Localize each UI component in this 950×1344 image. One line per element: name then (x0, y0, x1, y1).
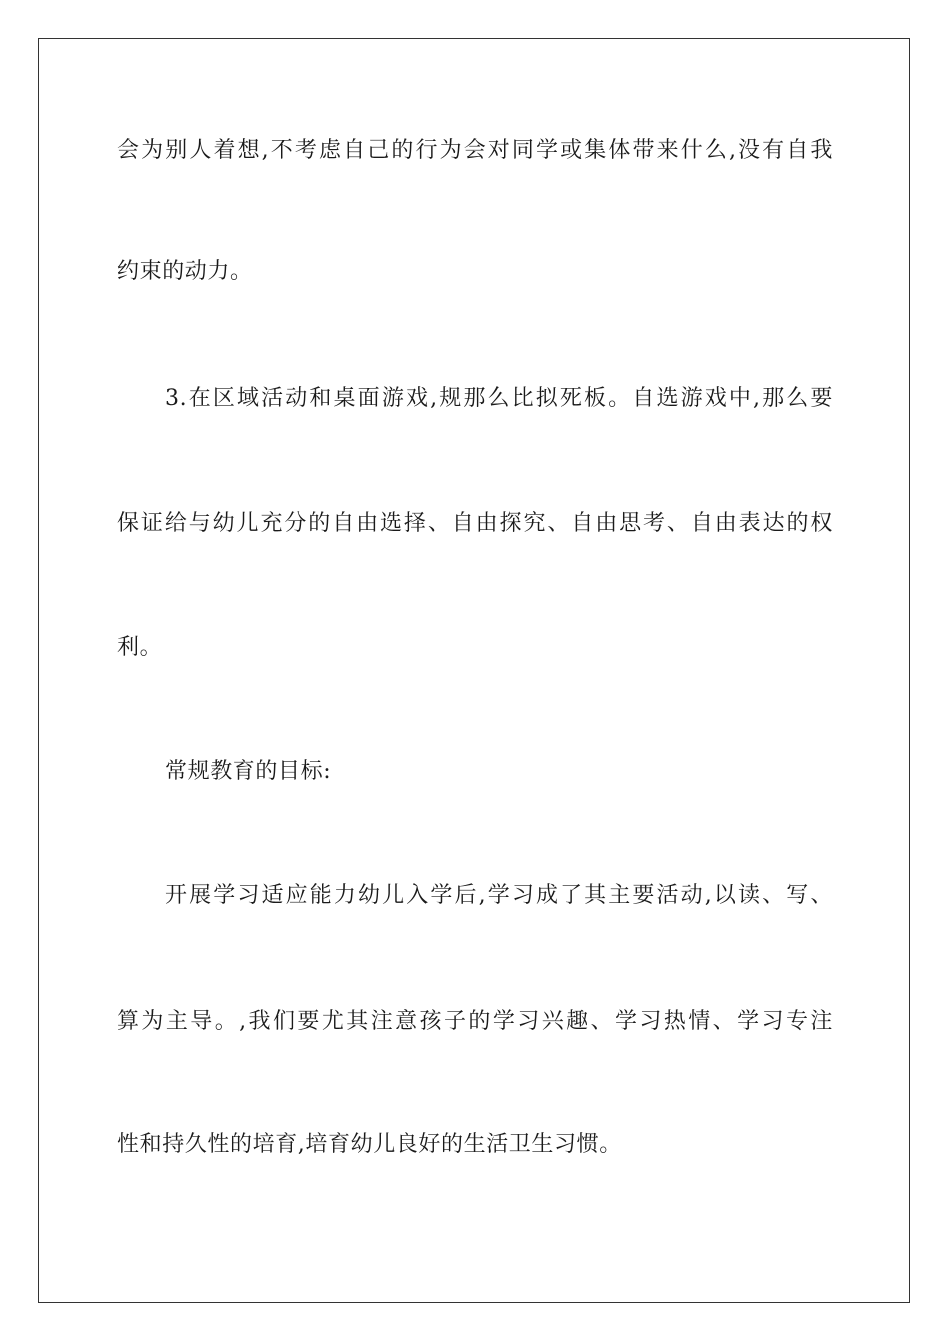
paragraph-line: 约束的动力。 (117, 259, 253, 284)
paragraph-line: 3.在区域活动和桌面游戏,规那么比拟死板。自选游戏中,那么要 (165, 386, 833, 411)
paragraph-line: 开展学习适应能力幼儿入学后,学习成了其主要活动,以读、写、 (165, 883, 833, 908)
paragraph-line: 会为别人着想,不考虑自己的行为会对同学或集体带来什么,没有自我 (117, 138, 833, 163)
paragraph-line: 保证给与幼儿充分的自由选择、自由探究、自由思考、自由表达的权 (117, 511, 833, 536)
page-border (38, 38, 910, 1303)
paragraph-line: 算为主导。,我们要尤其注意孩子的学习兴趣、学习热情、学习专注 (117, 1009, 833, 1034)
paragraph-line: 利。 (117, 635, 163, 660)
paragraph-line: 性和持久性的培育,培育幼儿良好的生活卫生习惯。 (117, 1132, 622, 1157)
section-heading: 常规教育的目标: (165, 759, 332, 784)
